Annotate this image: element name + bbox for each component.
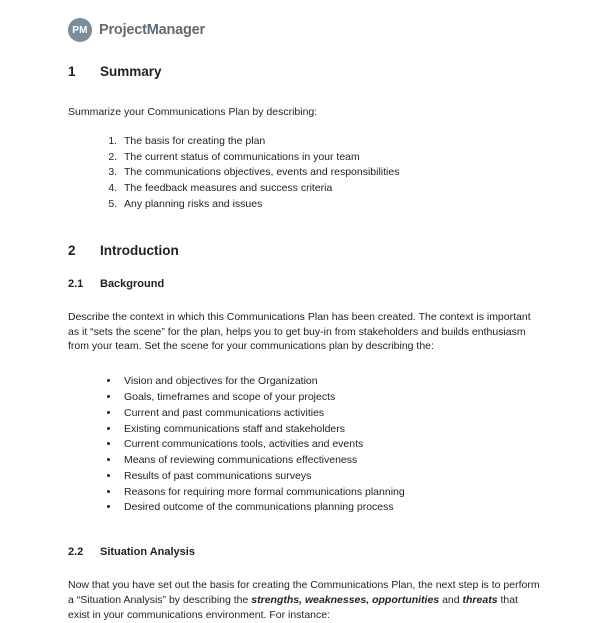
list-item: 1. The basis for creating the plan [120,134,540,150]
subsection-number-2-1: 2.1 [68,277,84,290]
brand-logo [68,18,540,42]
background-paragraph: Describe the context in which this Communications Plan has been created. The context is important as it “sets the scene” for the plan, helps you to get buy-in from stakeholders and builds enthusiasm from your team. Set the scene for your communications plan by describing the: [68,310,531,353]
section-title-2: Introduction [100,242,179,258]
section-number-1: 1 [68,64,76,79]
background-bullet-list [68,374,540,516]
list-item: • Goals, timeframes and scope of your projects [120,390,540,406]
list-item: 4. The feedback measures and success criteria [120,181,540,197]
summary-intro-paragraph: Summarize your Communications Plan by describing: [68,106,318,118]
subsection-heading-2-2 [68,546,540,558]
list-item: • Current and past communications activities [120,406,540,422]
brand-name: ProjectManager [99,22,205,38]
para-part-1: Now that you have set out the basis for creating the Communications Plan, the next step is to perform a “Situation Analysis” by describing the [68,579,540,607]
subsection-heading-2-1 [68,278,540,290]
para-part-2: and [439,594,463,607]
project-manager-logo-icon: PM [68,18,92,42]
list-item: • Results of past communications surveys [120,469,540,485]
list-item: 3. The communications objectives, events and responsibilities [120,165,540,181]
section-title-1: Summary [100,64,162,79]
summary-numbered-list [68,134,540,213]
list-item: • Desired outcome of the communications planning process [120,500,540,516]
subsection-title-2-2: Situation Analysis [100,546,195,559]
para-emphasis-2: threats [462,594,498,607]
list-item: 2. The current status of communications in your team [120,150,540,166]
subsection-number-2-2: 2.2 [68,546,84,559]
list-item: • Reasons for requiring more formal communications planning [120,485,540,501]
list-item: • Existing communications staff and stakeholders [120,422,540,438]
list-item: • Current communications tools, activities and events [120,437,540,453]
situation-analysis-paragraph [68,578,540,623]
section-heading-1 [68,64,540,79]
list-item: 5. Any planning risks and issues [120,197,540,213]
section-number-2: 2 [68,242,76,258]
para-part-3: that exist in your communications environment. For instance: [68,594,518,621]
subsection-title-2-1: Background [100,277,165,290]
list-item: • Means of reviewing communications effectiveness [120,453,540,469]
para-emphasis-1: strengths, weaknesses, opportunities [251,594,440,607]
section-heading-2 [68,243,540,258]
list-item: • Vision and objectives for the Organization [120,374,540,390]
